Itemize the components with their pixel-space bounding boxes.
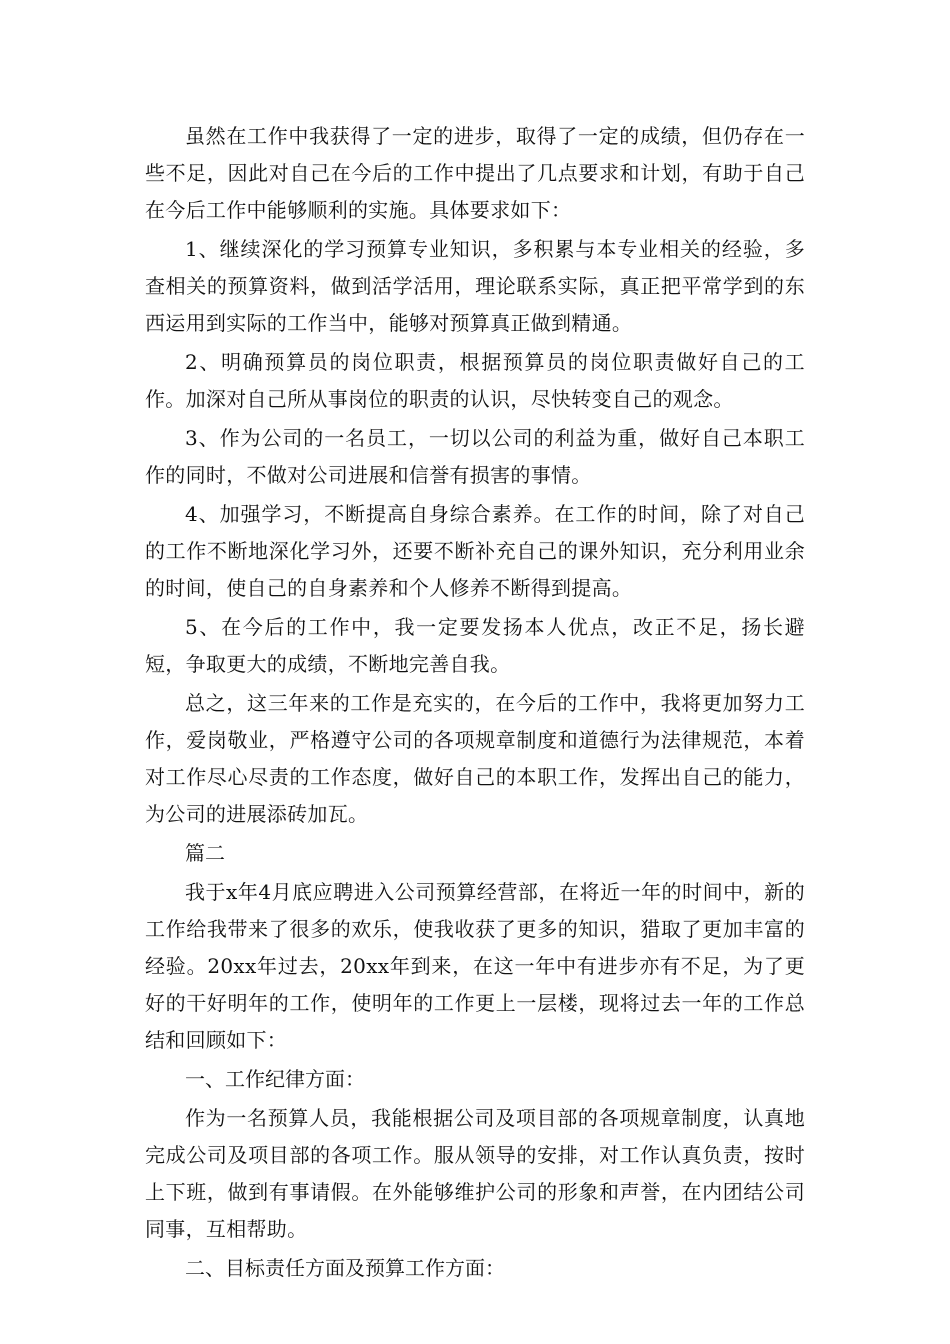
- paragraph-item-4: 4、加强学习，不断提高自身综合素养。在工作的时间，除了对自己的工作不断地深化学习外，还要不断补充自己的课外知识，充分利用业余的时间，使自己的自身素养和个人修养不断得到提高。: [145, 502, 805, 600]
- paragraph-item-5: 5、在今后的工作中，我一定要发扬本人优点，改正不足，扬长避短，争取更大的成绩，不断地完善自我。: [145, 615, 805, 676]
- paragraph-intro: 虽然在工作中我获得了一定的进步，取得了一定的成绩，但仍存在一些不足，因此对自己在今后的工作中提出了几点要求和计划，有助于自己在今后工作中能够顺利的实施。具体要求如下：: [145, 124, 805, 222]
- paragraph-section2-intro: 我于x年4月底应聘进入公司预算经营部，在将近一年的时间中，新的工作给我带来了很多的欢乐，使我收获了更多的知识，猎取了更加丰富的经验。20xx年过去，20xx年到来，在这一年中有进步亦有不足，为了更好的干好明年的工作，使明年的工作更上一层楼，现将过去一年的工作总结和回顾如下：: [145, 880, 805, 1052]
- heading-work-discipline: 一、工作纪律方面：: [185, 1067, 365, 1091]
- section-title: 篇二: [185, 841, 225, 865]
- document-page: [145, 118, 805, 1289]
- paragraph-item-3: 3、作为公司的一名员工，一切以公司的利益为重，做好自己本职工作的同时，不做对公司进展和信誉有损害的事情。: [145, 426, 805, 487]
- paragraph-work-discipline: 作为一名预算人员，我能根据公司及项目部的各项规章制度，认真地完成公司及项目部的各项工作。服从领导的安排，对工作认真负责，按时上下班，做到有事请假。在外能够维护公司的形象和声誉，在内团结公司同事，互相帮助。: [145, 1106, 805, 1241]
- paragraph-conclusion: 总之，这三年来的工作是充实的，在今后的工作中，我将更加努力工作，爱岗敬业，严格遵守公司的各项规章制度和道德行为法律规范，本着对工作尽心尽责的工作态度，做好自己的本职工作，发挥出自己的能力，为公司的进展添砖加瓦。: [145, 691, 805, 826]
- heading-target-responsibility: 二、目标责任方面及预算工作方面：: [185, 1256, 505, 1280]
- paragraph-item-1: 1、继续深化的学习预算专业知识，多积累与本专业相关的经验，多查相关的预算资料，做到活学活用，理论联系实际，真正把平常学到的东西运用到实际的工作当中，能够对预算真正做到精通。: [145, 237, 805, 335]
- paragraph-item-2: 2、明确预算员的岗位职责，根据预算员的岗位职责做好自己的工作。加深对自己所从事岗位的职责的认识，尽快转变自己的观念。: [145, 350, 805, 411]
